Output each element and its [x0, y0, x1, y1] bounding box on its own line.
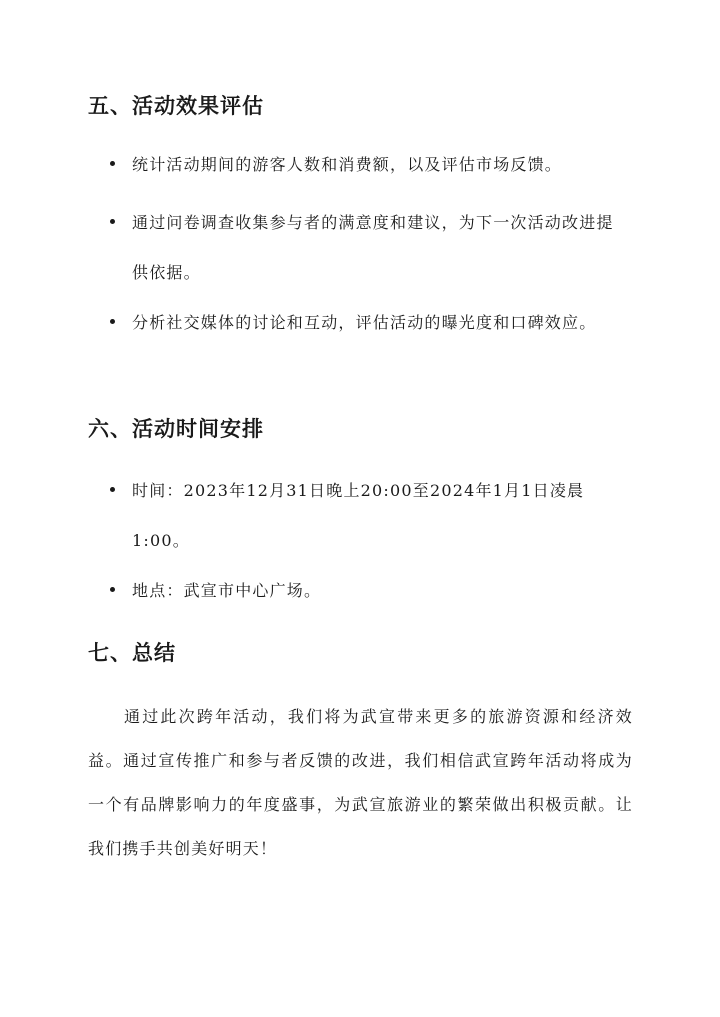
list-item-text: 通过问卷调查收集参与者的满意度和建议，为下一次活动改进提供依据。: [132, 213, 614, 282]
bullet-icon: [110, 319, 115, 324]
bullet-icon: [110, 161, 115, 166]
list-item: [110, 566, 630, 616]
list-item-text: 分析社交媒体的讨论和互动，评估活动的曝光度和口碑效应。: [132, 313, 597, 332]
list-item-text: 地点：武宣市中心广场。: [132, 581, 322, 600]
bullet-icon: [110, 587, 115, 592]
list-item: [110, 140, 630, 190]
list-item-text: 时间：2023年12月31日晚上20:00至2024年1月1日凌晨1:00。: [132, 481, 585, 550]
list-item: [110, 198, 630, 298]
section-heading-summary: 七、总结: [88, 640, 176, 665]
list-item: [110, 466, 630, 566]
section-heading-schedule: 六、活动时间安排: [88, 416, 264, 441]
list-item-text: 统计活动期间的游客人数和消费额，以及评估市场反馈。: [132, 155, 563, 174]
summary-paragraph: 通过此次跨年活动，我们将为武宣带来更多的旅游资源和经济效益。通过宣传推广和参与者反馈的改进，我们相信武宣跨年活动将成为一个有品牌影响力的年度盛事，为武宣旅游业的繁荣做出积极贡献。让我们携手共创美好明天！: [88, 707, 633, 858]
list-item: [110, 298, 630, 348]
bullet-icon: [110, 487, 115, 492]
section-heading-evaluation: 五、活动效果评估: [88, 93, 264, 118]
bullet-icon: [110, 219, 115, 224]
